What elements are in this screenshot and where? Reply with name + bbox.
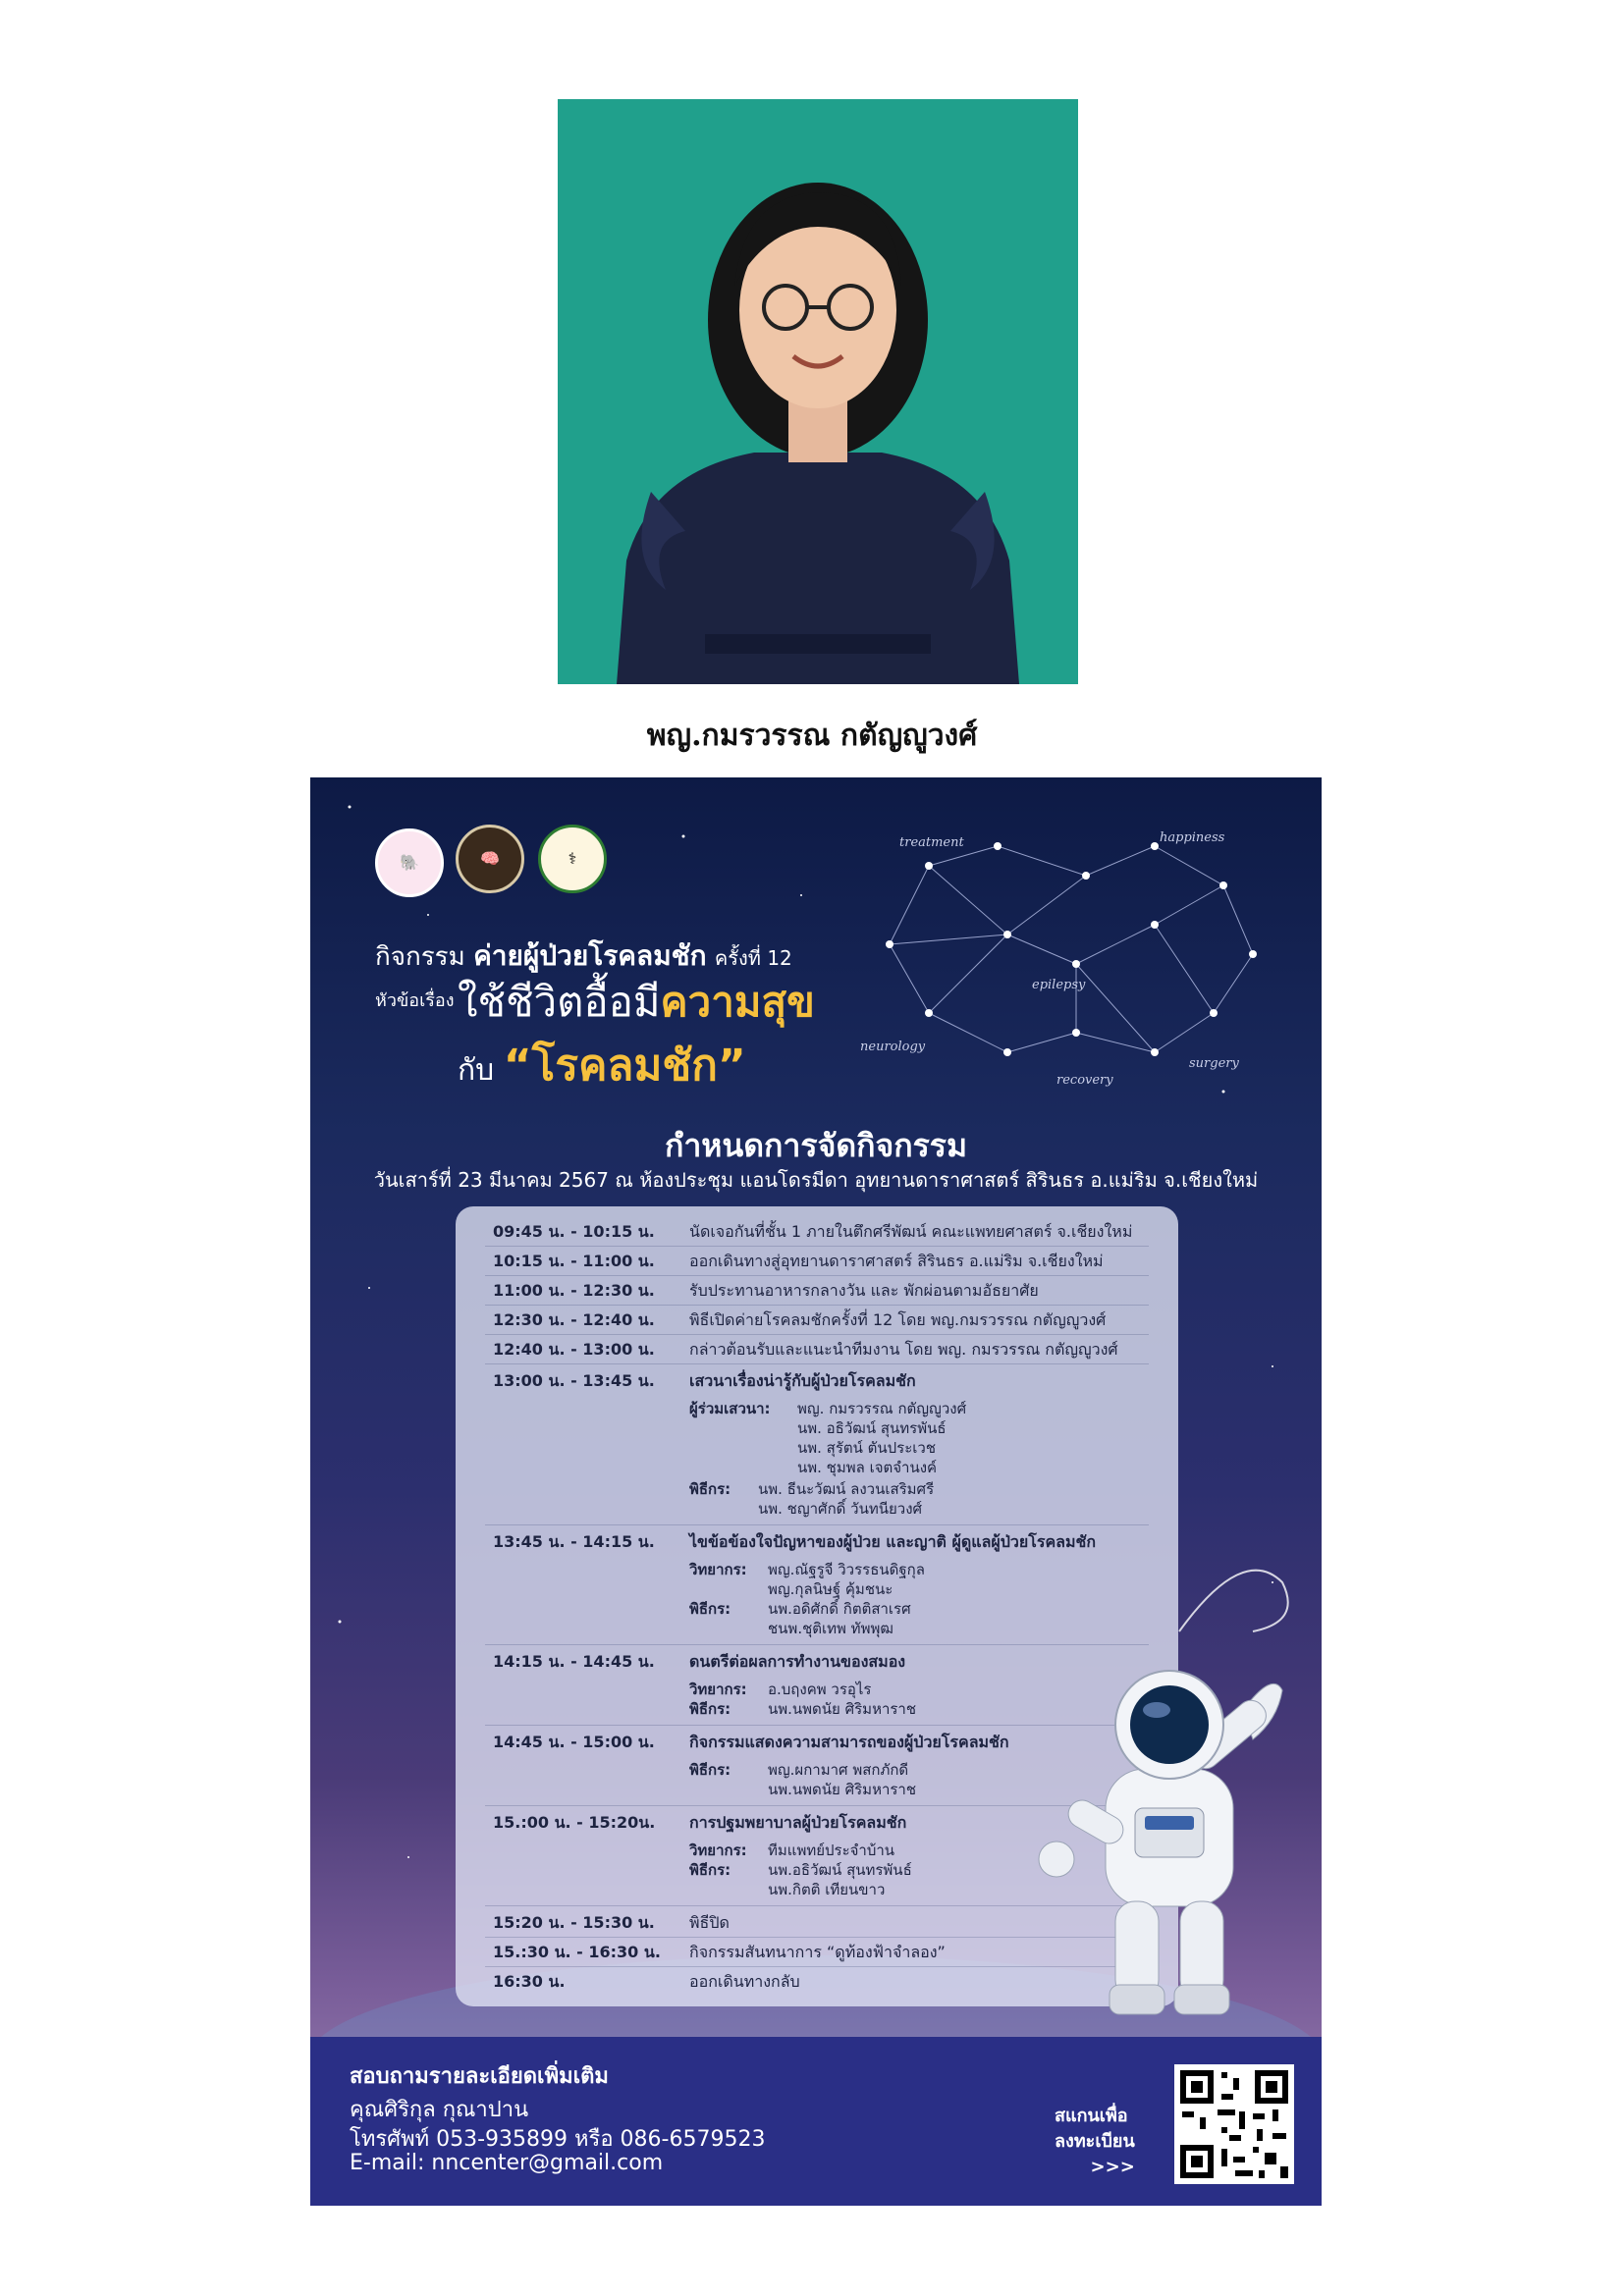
schedule-title: กำหนดการจัดกิจกรรม	[664, 1127, 968, 1164]
panel-label: ผู้ร่วมเสวนา:	[689, 1400, 771, 1417]
panel-member: นพ. อธิวัฒน์ สุนทรพันธ์	[797, 1419, 947, 1437]
neuroscience-center-logo: 🧠	[456, 825, 524, 893]
schedule-panel: 09:45 น. - 10:15 น. นัดเจอกันที่ชั้น 1 ภายในตึกศรีพัฒน์ คณะแพทยศาสตร์ จ.เชียงใหม่ 10:15 น. - 11:00 น. ออกเดินทางสู่อุทยานดาราศาสตร์ สิรินธร อ.แม่ริม จ.เชียงใหม่ 11:00 น. - 12:30 น. รับประทานอาหารกลางวัน และ พักผ่อนตามอัธยาศัย 12:30 น. - 12:40 น. พิธีเปิดค่ายโรคลมชักครั้งที่ 12 โดย พญ.กมรวรรณ กตัญญูวงศ์ 12:40 น. - 13:00 น. กล่าวต้อนรับและแนะนำทีมงาน โดย พญ. กมรวรรณ กตัญญูวงศ์ 13:00 น. - 13:45 น. เสวนาเรื่องน่ารู้กับผู้ป่วยโรคลมชัก ผู้ร่วมเสวนา: พญ. กมรวรรณ กตัญญูวงศ์ นพ. อธิวัฒน์ สุนทรพันธ์ นพ. สุรัตน์ ตันประเวช นพ. ชุมพล เจตจำนงค์ พิธีกร: นพ. ธีนะวัฒน์ ลงวนเสริมศรี นพ. ชญาศักดิ์ วันทนียวงศ์ 13:45 น. - 14:15 น. ไขข้อข้องใจปัญหาของผู้ป่วย และญาติ ผู้ดูแลผู้ป่วยโรคลมชัก วิทยากร: พญ.ณัฐรูจี วิวรรธนดิฐกุล พญ.กุลนิษฐ์ คุ้มชนะ พิธีกร: นพ.อดิศักดิ์ กิตติสาเรศ ชนพ.ชุติเทพ ทัพพุฒ 14:15 น. - 14:45 น. ดนตรีต่อผลการทำงานของสมอง วิทยากร: อ.บฤงคพ วรอุไร พิธีกร: นพ.นพดนัย ศิริมหาราช 14:45 น. - 15:00 น. กิจกรรมแสดงความสามารถของผู้ป่วยโรคลมชัก พิธีกร: พญ.ผกามาศ พสกภักดี นพ.นพดนัย ศิริมหาราช 15.:00 น. - 15:20น. การปฐมพยาบาลผู้ป่วยโรคลมชัก วิทยากร: ทีมแพทย์ประจำบ้าน พิธีกร: นพ.อธิวัฒน์ สุนทรพันธ์ นพ.กิตติ เทียนขาว 15:20 น. - 15:30 น. พิธีปิด 15.:30 น. - 16:30 น. กิจกรรมสันทนาการ “ดูท้องฟ้าจำลอง” 16:30 น. ออกเดินทางกลับ	[456, 1206, 1178, 2006]
topic-line-2: กับ “โรคลมชัก”	[458, 1041, 746, 1091]
topic-label: หัวข้อเรื่อง	[375, 990, 455, 1011]
host-name: นพ.กิตติ เทียนขาว	[768, 1881, 886, 1898]
speaker-label: วิทยากร:	[689, 1842, 747, 1859]
contact-name: คุณศิริกุล กุณาปาน	[350, 2098, 529, 2122]
speaker-label: วิทยากร:	[689, 1561, 747, 1578]
speaker-name: พญ.กุลนิษฐ์ คุ้มชนะ	[768, 1580, 893, 1598]
host-name: พญ.ผกามาศ พสกภักดี	[768, 1761, 909, 1779]
host-name: นพ. ธีนะวัฒน์ ลงวนเสริมศรี	[758, 1480, 935, 1498]
speaker-name: ทีมแพทย์ประจำบ้าน	[768, 1842, 895, 1859]
epilepsy-camp-logo: 🐘	[375, 828, 444, 897]
astronaut-illustration	[1037, 1651, 1302, 2024]
network-label: happiness	[1160, 830, 1225, 845]
panel-member: นพ. ชุมพล เจตจำนงค์	[797, 1459, 938, 1476]
scan-to-register: สแกนเพื่อ ลงทะเบียน >>>	[1055, 2106, 1135, 2177]
contact-heading: สอบถามรายละเอียดเพิ่มเติม	[350, 2064, 609, 2089]
host-label: พิธีกร:	[689, 1480, 731, 1498]
host-name: ชนพ.ชุติเทพ ทัพพุฒ	[768, 1620, 893, 1637]
host-label: พิธีกร:	[689, 1861, 731, 1879]
host-name: นพ. ชญาศักดิ์ วันทนียวงศ์	[758, 1500, 923, 1518]
speaker-name: อ.บฤงคพ วรอุไร	[768, 1681, 872, 1698]
host-name: นพ.นพดนัย ศิริมหาราช	[768, 1700, 917, 1718]
host-name: นพ.นพดนัย ศิริมหาราช	[768, 1781, 917, 1798]
medicine-faculty-logo: ⚕	[538, 825, 607, 893]
contact-email: E-mail: nncenter@gmail.com	[350, 2151, 664, 2175]
host-label: พิธีกร:	[689, 1761, 731, 1779]
network-label: neurology	[860, 1040, 926, 1054]
brain-network-graphic	[860, 817, 1282, 1101]
topic-line-1: ใช้ชีวิตอื้อมีความสุข	[458, 978, 815, 1026]
panel-member: นพ. สุรัตน์ ตันประเวช	[797, 1439, 937, 1457]
event-poster	[310, 777, 1322, 2206]
registration-qr-code[interactable]	[1174, 2064, 1294, 2184]
schedule-date: วันเสาร์ที่ 23 มีนาคม 2567 ณ ห้องประชุม แอนโดรมีดา อุทยานดาราศาสตร์ สิรินธร อ.แม่ริม จ.เชียงใหม่	[373, 1168, 1259, 1192]
portrait-photo	[558, 99, 1078, 684]
host-name: นพ.อดิศักดิ์ กิตติสาเรศ	[768, 1600, 911, 1618]
speaker-label: วิทยากร:	[689, 1681, 747, 1698]
network-label: treatment	[899, 835, 964, 850]
host-label: พิธีกร:	[689, 1700, 731, 1718]
poster-title: กิจกรรม ค่ายผู้ป่วยโรคลมชัก ครั้งที่ 12	[375, 939, 792, 972]
network-label: recovery	[1056, 1073, 1113, 1088]
portrait-illustration	[558, 99, 1078, 684]
host-label: พิธีกร:	[689, 1600, 731, 1618]
network-label: surgery	[1189, 1056, 1239, 1071]
network-label: epilepsy	[1032, 978, 1086, 992]
contact-phone: โทรศัพท์ 053-935899 หรือ 086-6579523	[350, 2127, 766, 2152]
host-name: นพ.อธิวัฒน์ สุนทรพันธ์	[768, 1861, 912, 1879]
panel-member: พญ. กมรวรรณ กตัญญูวงศ์	[797, 1400, 967, 1417]
poster-footer	[310, 2037, 1322, 2206]
speaker-name: พญ.ณัฐรูจี วิวรรธนดิฐกุล	[768, 1561, 925, 1578]
portrait-caption: พญ.กมรวรรณ กตัญญูวงศ์	[646, 719, 978, 753]
